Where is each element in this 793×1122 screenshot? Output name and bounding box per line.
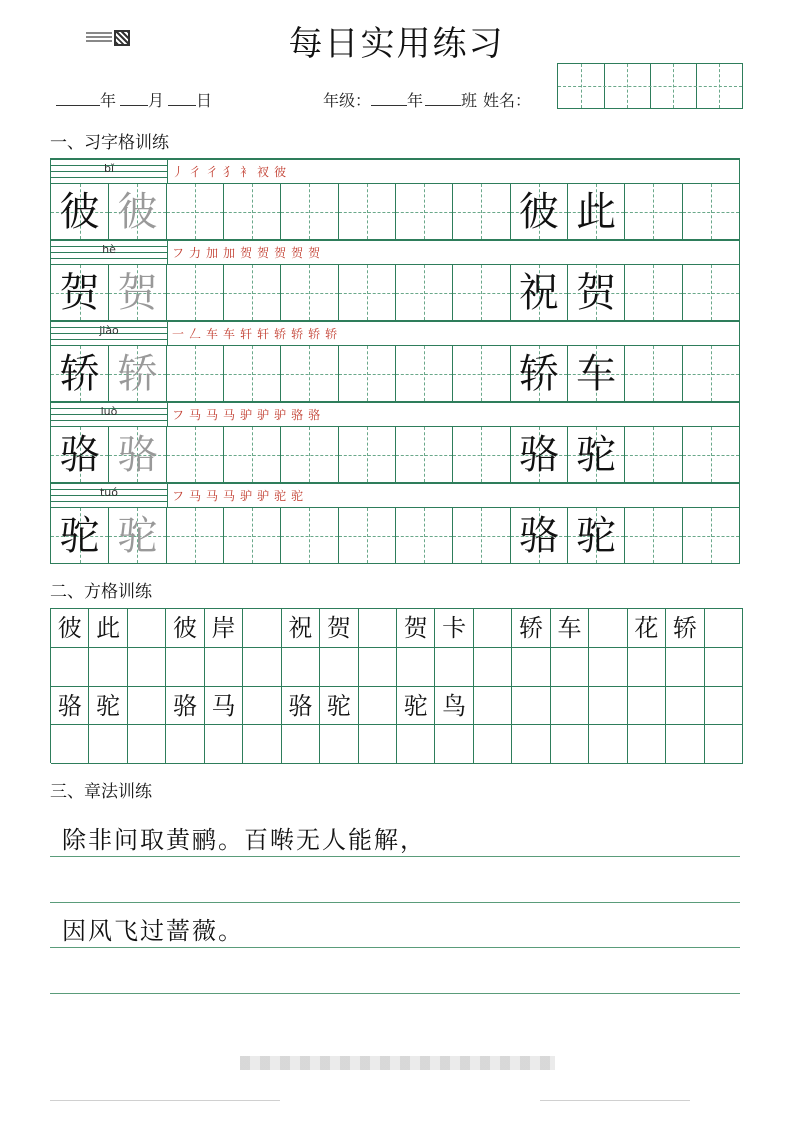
square-grid-cell[interactable] [243, 609, 281, 648]
square-grid-cell[interactable] [320, 725, 358, 764]
square-grid-cell[interactable] [51, 648, 89, 687]
stroke-step: 马 [189, 489, 207, 503]
square-grid-cell[interactable] [89, 725, 127, 764]
grade-year-label: 年 [407, 91, 424, 110]
date-field[interactable] [56, 88, 212, 111]
stroke-step: 马 [223, 489, 241, 503]
stroke-order [167, 159, 739, 183]
practice-row [51, 321, 739, 402]
square-grid-cell[interactable] [435, 725, 473, 764]
tian-grid-cell[interactable] [452, 264, 509, 321]
pinyin-label: jiào [99, 324, 119, 337]
tian-grid-cell[interactable] [682, 426, 739, 483]
stroke-step: 力 [189, 246, 207, 260]
tian-grid-cell[interactable] [567, 345, 624, 402]
square-grid-cell[interactable] [551, 687, 589, 726]
stroke-step: 驴 [274, 408, 292, 422]
square-grid-cell[interactable] [282, 648, 320, 687]
tian-grid-cell[interactable] [338, 264, 395, 321]
tian-grid-cell[interactable] [223, 345, 280, 402]
square-grid-cell[interactable] [397, 725, 435, 764]
tian-grid-cell[interactable] [108, 345, 165, 402]
tian-grid-cell[interactable] [510, 264, 567, 321]
tian-grid-cell[interactable] [510, 183, 567, 240]
square-grid-cell[interactable] [243, 648, 281, 687]
tian-grid-cell[interactable] [624, 345, 681, 402]
stroke-step: 驴 [257, 489, 275, 503]
tian-grid-cell[interactable] [280, 264, 337, 321]
square-grid-cell[interactable] [589, 725, 627, 764]
stroke-step: 轩 [257, 327, 275, 341]
square-grid-cell[interactable]: 骆 [51, 687, 89, 726]
tian-grid-cell[interactable] [280, 345, 337, 402]
square-grid-cell[interactable] [474, 687, 512, 726]
stroke-step: 驴 [240, 489, 258, 503]
pinyin-lines [51, 240, 167, 264]
tian-grid-cell[interactable] [338, 426, 395, 483]
grade-label: 年级： [323, 91, 372, 110]
model-character: 此 [576, 189, 617, 235]
tian-grid-cell[interactable] [223, 507, 280, 564]
stroke-step: 车 [223, 327, 241, 341]
tian-grid-cell[interactable] [51, 183, 108, 240]
tian-grid-cell[interactable] [452, 426, 509, 483]
tian-grid-cell[interactable] [108, 507, 165, 564]
stroke-step: 彳 [206, 165, 224, 179]
stroke-step: 驼 [274, 489, 292, 503]
tian-grid-cell[interactable] [338, 507, 395, 564]
square-grid-cell[interactable] [551, 725, 589, 764]
stroke-step: 轿 [325, 327, 343, 341]
square-grid-cell[interactable]: 骆 [282, 687, 320, 726]
tian-grid-cell[interactable] [166, 345, 223, 402]
tian-grid-cell[interactable] [567, 264, 624, 321]
square-grid-cell[interactable]: 马 [205, 687, 243, 726]
tian-grid-cell[interactable] [223, 183, 280, 240]
tian-grid-cell[interactable] [452, 507, 509, 564]
square-grid-cell[interactable]: 驼 [397, 687, 435, 726]
tian-grid-cell[interactable] [567, 507, 624, 564]
square-grid-cell[interactable]: 花 [628, 609, 666, 648]
square-grid-cell[interactable] [628, 648, 666, 687]
stroke-step: 驴 [257, 408, 275, 422]
stroke-step: 贺 [257, 246, 275, 260]
stroke-step: 轿 [308, 327, 326, 341]
stroke-step: 轿 [274, 327, 292, 341]
tian-grid-cell[interactable] [51, 507, 108, 564]
model-character: 骆 [518, 513, 559, 559]
stroke-step: 贺 [274, 246, 292, 260]
stroke-step: フ [172, 408, 190, 422]
tian-grid-cell[interactable] [338, 345, 395, 402]
tian-grid-cell[interactable] [166, 507, 223, 564]
square-grid-cell[interactable] [128, 609, 166, 648]
tian-grid-cell[interactable] [166, 426, 223, 483]
tian-grid-cell[interactable] [223, 264, 280, 321]
square-grid-cell[interactable]: 祝 [282, 609, 320, 648]
square-grid-cell[interactable] [359, 725, 397, 764]
year-label: 年 [100, 91, 117, 110]
square-grid-cell[interactable]: 卡 [435, 609, 473, 648]
square-grid-cell[interactable] [666, 648, 704, 687]
tian-grid-cell[interactable] [567, 426, 624, 483]
pinyin-lines [51, 483, 167, 507]
stroke-step: 马 [223, 408, 241, 422]
square-grid-cell[interactable] [128, 648, 166, 687]
stroke-step: 马 [189, 408, 207, 422]
stroke-step: 一 [172, 327, 190, 341]
square-grid-cell[interactable] [359, 609, 397, 648]
model-character: 车 [576, 351, 617, 397]
practice-grid [50, 158, 740, 564]
square-grid-cell[interactable] [166, 725, 204, 764]
square-grid-cell[interactable] [589, 687, 627, 726]
square-grid-cell[interactable] [705, 725, 743, 764]
square-grid-cell[interactable]: 鸟 [435, 687, 473, 726]
stroke-step: 贺 [240, 246, 258, 260]
square-grid-cell[interactable]: 岸 [205, 609, 243, 648]
square-grid-cell[interactable] [359, 687, 397, 726]
model-character: 轿 [59, 351, 100, 397]
stroke-order [167, 402, 739, 426]
stroke-step: 轩 [240, 327, 258, 341]
stroke-order [167, 483, 739, 507]
square-grid-cell[interactable] [628, 687, 666, 726]
tian-grid-cell[interactable] [280, 507, 337, 564]
square-grid-cell[interactable] [435, 648, 473, 687]
copy-line-2: 因风飞过蔷薇。 [62, 917, 244, 945]
stroke-step: フ [172, 489, 190, 503]
square-grid-cell[interactable] [705, 609, 743, 648]
square-grid-cell[interactable] [628, 725, 666, 764]
square-grid-cell[interactable] [666, 725, 704, 764]
square-grid-cell[interactable] [474, 725, 512, 764]
square-grid-cell[interactable] [512, 648, 550, 687]
model-character: 彼 [518, 189, 559, 235]
square-grid-cell[interactable]: 驼 [320, 687, 358, 726]
tian-grid-cell[interactable] [567, 183, 624, 240]
tian-grid-cell[interactable] [108, 426, 165, 483]
stroke-step: 驼 [291, 489, 309, 503]
pinyin-label: bǐ [103, 162, 115, 175]
square-grid-cell[interactable] [397, 648, 435, 687]
square-grid-cell[interactable] [705, 687, 743, 726]
footer-divider [50, 1100, 280, 1101]
tian-grid-cell[interactable] [624, 507, 681, 564]
tian-grid-cell[interactable] [51, 426, 108, 483]
stroke-step: 马 [206, 489, 224, 503]
square-grid-cell[interactable]: 轿 [666, 609, 704, 648]
tian-grid-cell[interactable] [51, 345, 108, 402]
square-grid-cell[interactable] [205, 648, 243, 687]
day-label: 日 [196, 91, 213, 110]
pinyin-lines [51, 321, 167, 345]
section-title-2: 二、方格训练 [50, 582, 152, 602]
writing-line[interactable] [50, 947, 740, 948]
copy-line-1: 除非问取黄鹂。百啭无人能解， [62, 826, 426, 854]
practice-row [51, 402, 739, 483]
section-title-1: 一、习字格训练 [50, 133, 169, 153]
square-grid-cell[interactable] [89, 648, 127, 687]
trace-character: 轿 [117, 351, 158, 397]
footer-divider [540, 1100, 690, 1101]
stroke-step: 彳 [189, 165, 207, 179]
stroke-step: 马 [206, 408, 224, 422]
model-character: 贺 [59, 270, 100, 316]
model-character: 驼 [59, 513, 100, 559]
tian-grid-cell[interactable] [108, 264, 165, 321]
stroke-step: 衩 [257, 165, 275, 179]
model-character: 骆 [59, 432, 100, 478]
writing-line[interactable] [50, 856, 740, 857]
tian-grid-cell[interactable] [510, 507, 567, 564]
class-label: 班 [461, 91, 478, 110]
stroke-step: 加 [223, 246, 241, 260]
model-character: 驼 [576, 432, 617, 478]
month-label: 月 [148, 91, 165, 110]
square-grid-cell[interactable]: 此 [89, 609, 127, 648]
pinyin-label: hè [102, 243, 116, 256]
square-grid-cell[interactable]: 彼 [51, 609, 89, 648]
stroke-step: 加 [206, 246, 224, 260]
tian-grid-cell[interactable] [338, 183, 395, 240]
square-grid-cell[interactable] [243, 725, 281, 764]
square-grid-cell[interactable] [512, 725, 550, 764]
square-grid-cell[interactable] [243, 687, 281, 726]
square-grid-cell[interactable] [359, 648, 397, 687]
square-grid-cell[interactable]: 驼 [89, 687, 127, 726]
model-character: 驼 [576, 513, 617, 559]
page-title: 每日实用练习 [288, 24, 505, 64]
pinyin-lines [51, 159, 167, 183]
square-grid-cell[interactable] [282, 725, 320, 764]
tian-grid-cell[interactable] [166, 183, 223, 240]
stroke-step: フ [172, 246, 190, 260]
square-grid-cell[interactable] [551, 648, 589, 687]
model-character: 骆 [518, 432, 559, 478]
square-grid-cell[interactable]: 车 [551, 609, 589, 648]
stroke-order [167, 321, 739, 345]
tian-grid-cell[interactable] [682, 183, 739, 240]
stroke-step: 彼 [274, 165, 292, 179]
square-grid-cell[interactable]: 骆 [166, 687, 204, 726]
square-grid-cell[interactable] [474, 609, 512, 648]
grade-class-name-field[interactable] [323, 88, 531, 111]
section-title-3: 三、章法训练 [50, 782, 152, 802]
writing-line[interactable] [50, 902, 740, 903]
trace-character: 骆 [117, 432, 158, 478]
stroke-step: 骆 [291, 408, 309, 422]
stroke-step: 贺 [308, 246, 326, 260]
tian-grid-cell[interactable] [108, 183, 165, 240]
tian-grid-cell[interactable] [395, 264, 452, 321]
writing-line[interactable] [50, 993, 740, 994]
square-grid-cell[interactable] [666, 687, 704, 726]
model-character: 贺 [576, 270, 617, 316]
stroke-step: 𠃋 [189, 327, 207, 341]
stroke-order [167, 240, 739, 264]
tian-grid-cell[interactable] [624, 183, 681, 240]
tian-grid-cell[interactable] [452, 345, 509, 402]
square-grid-cell[interactable] [205, 725, 243, 764]
tian-grid-cell[interactable] [223, 426, 280, 483]
footer-watermark [240, 1056, 555, 1070]
trace-character: 贺 [117, 270, 158, 316]
stroke-step: 贺 [291, 246, 309, 260]
model-character: 彼 [59, 189, 100, 235]
square-grid-cell[interactable] [705, 648, 743, 687]
tian-grid-cell[interactable] [280, 183, 337, 240]
square-grid-cell[interactable]: 轿 [512, 609, 550, 648]
tian-grid-cell[interactable] [624, 426, 681, 483]
stroke-step: 骆 [308, 408, 326, 422]
practice-row [51, 159, 739, 240]
pinyin-label: luò [100, 405, 118, 418]
stroke-step: 车 [206, 327, 224, 341]
square-grid-cell[interactable] [320, 648, 358, 687]
name-writing-grid[interactable] [557, 63, 743, 109]
tian-grid-cell[interactable] [510, 426, 567, 483]
tian-grid-cell[interactable] [395, 426, 452, 483]
square-grid-cell[interactable]: 彼 [166, 609, 204, 648]
practice-row [51, 240, 739, 321]
tian-grid-cell[interactable] [395, 183, 452, 240]
tian-grid-cell[interactable] [395, 507, 452, 564]
trace-character: 彼 [117, 189, 158, 235]
square-grid-cell[interactable] [589, 609, 627, 648]
square-grid-cell[interactable] [512, 687, 550, 726]
stroke-step: 犭 [223, 165, 241, 179]
name-label: 姓名： [483, 91, 532, 110]
tian-grid-cell[interactable] [510, 345, 567, 402]
tian-grid-cell[interactable] [624, 264, 681, 321]
stroke-step: 轿 [291, 327, 309, 341]
tian-grid-cell[interactable] [452, 183, 509, 240]
tian-grid-cell[interactable] [682, 507, 739, 564]
tian-grid-cell[interactable] [395, 345, 452, 402]
square-grid-cell[interactable] [128, 687, 166, 726]
square-grid-cell[interactable]: 贺 [397, 609, 435, 648]
tian-grid-cell[interactable] [166, 264, 223, 321]
practice-row [51, 483, 739, 564]
tian-grid-cell[interactable] [51, 264, 108, 321]
pinyin-label: tuó [99, 486, 118, 499]
tian-grid-cell[interactable] [682, 264, 739, 321]
stroke-step: 丿 [172, 165, 190, 179]
square-grid-cell[interactable] [166, 648, 204, 687]
stroke-step: 衤 [240, 165, 258, 179]
square-grid-cell[interactable]: 贺 [320, 609, 358, 648]
tian-grid-cell[interactable] [280, 426, 337, 483]
model-character: 轿 [518, 351, 559, 397]
stroke-step: 驴 [240, 408, 258, 422]
square-grid-cell[interactable] [589, 648, 627, 687]
square-grid-cell[interactable] [51, 725, 89, 764]
square-grid-cell[interactable] [474, 648, 512, 687]
model-character: 祝 [518, 270, 559, 316]
trace-character: 驼 [117, 513, 158, 559]
square-grid-cell[interactable] [128, 725, 166, 764]
square-grid [50, 608, 743, 763]
tian-grid-cell[interactable] [682, 345, 739, 402]
pinyin-lines [51, 402, 167, 426]
